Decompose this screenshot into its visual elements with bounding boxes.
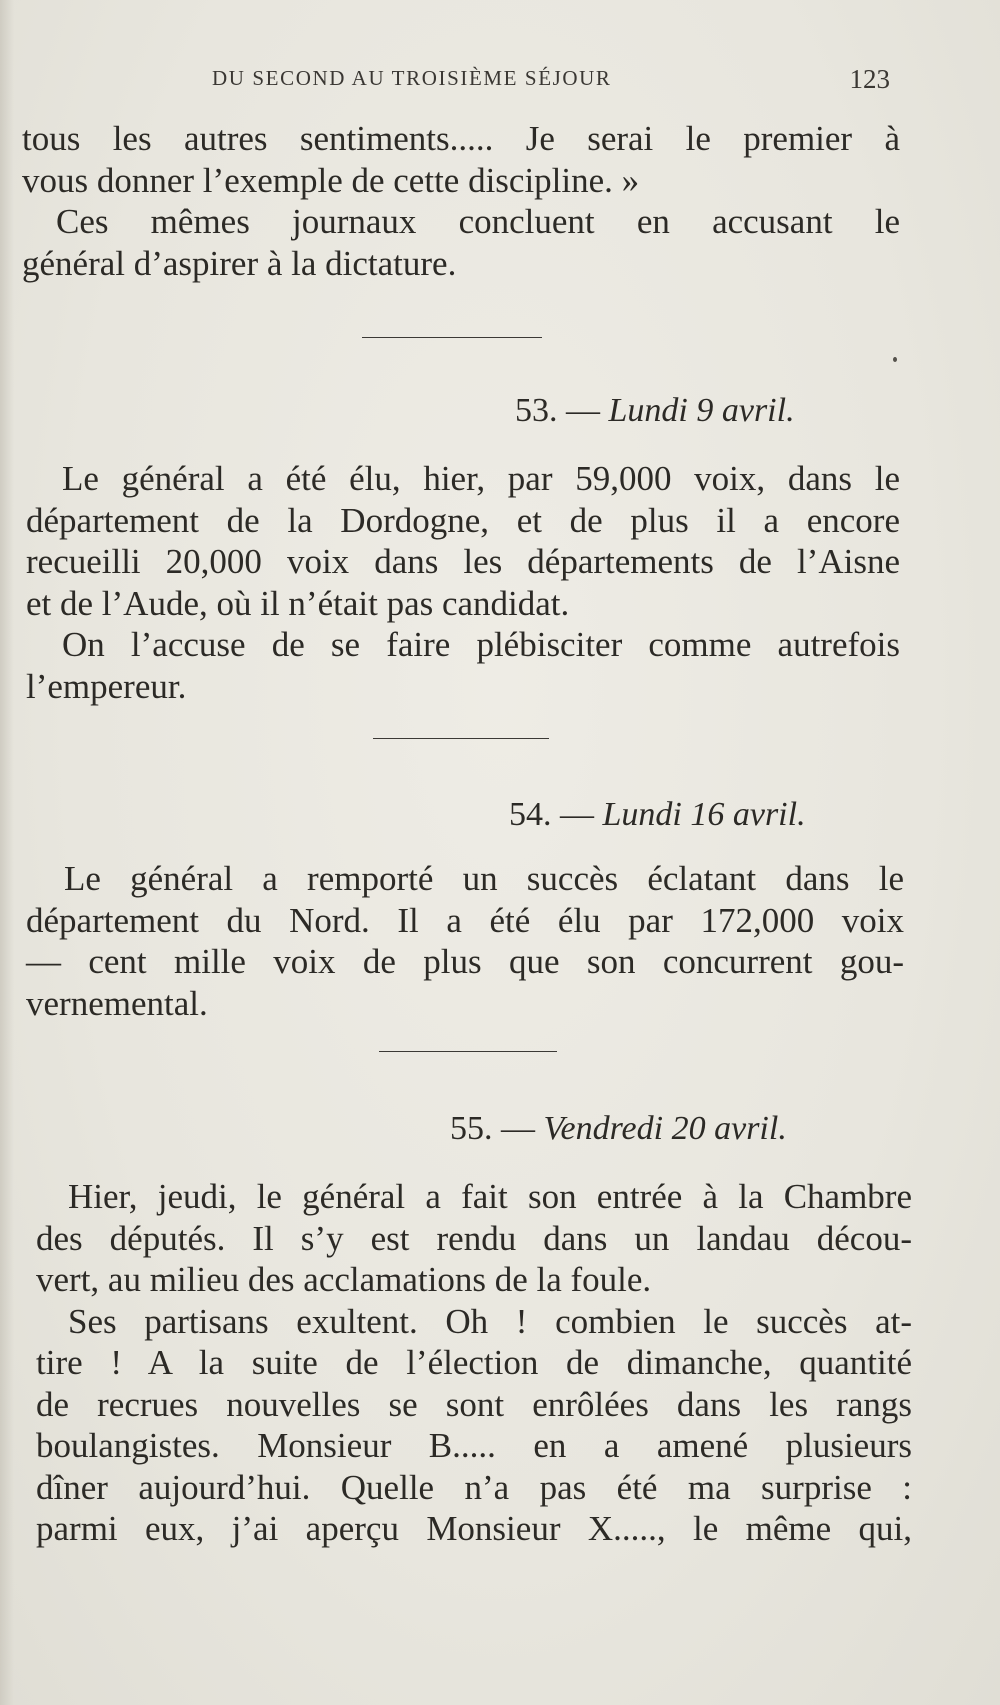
text-line: recueilli 20,000 voix dans les départements de l’Aisne (26, 542, 900, 581)
text-line: département de la Dordogne, et de plus il a encore (26, 500, 900, 540)
entry-date: Lundi 16 avril. (602, 796, 806, 833)
entry-date: Lundi 9 avril. (608, 392, 795, 429)
paper-speck (893, 357, 897, 362)
running-head (22, 62, 900, 102)
text-line: de recrues nouvelles se sont enrôlées dans les rangs (36, 1384, 912, 1424)
text-line: Le général a été élu, hier, par 59,000 voix, dans le (62, 459, 900, 498)
text-line: Le général a remporté un succès éclatant dans le (64, 859, 904, 898)
text-line: Ces mêmes journaux concluent en accusant le (56, 202, 900, 241)
text-line: l’empereur. (26, 666, 187, 706)
entry-date: Vendredi 20 avril. (543, 1110, 787, 1147)
text-line: tire ! A la suite de l’élection de dimanche, quantité (36, 1343, 912, 1382)
text-line: vernemental. (26, 983, 208, 1023)
text-line: dîner aujourd’hui. Quelle n’a pas été ma surprise : (36, 1467, 912, 1507)
text-line: des députés. Il s’y est rendu dans un landau décou- (36, 1218, 912, 1258)
paragraph-block-53 (26, 458, 900, 707)
text-line: vous donner l’exemple de cette discipline. » (22, 160, 640, 200)
text-line: tous les autres sentiments..... Je serai le premier à (22, 119, 900, 158)
entry-heading-53 (515, 392, 795, 430)
gutter-shadow (0, 0, 14, 1705)
paragraph-block-54 (26, 858, 904, 1024)
entry-number: 53. — (515, 392, 600, 429)
entry-number: 55. — (450, 1110, 535, 1147)
section-rule (362, 337, 542, 338)
entry-number: 54. — (509, 796, 594, 833)
running-head-title: DU SECOND AU TROISIÈME SÉJOUR (212, 66, 612, 90)
section-rule (379, 1051, 557, 1052)
text-line: et de l’Aude, où il n’était pas candidat. (26, 583, 570, 623)
text-line: parmi eux, j’ai aperçu Monsieur X....., le même qui, (36, 1509, 912, 1548)
text-line: boulangistes. Monsieur B..... en a amené plusieurs (36, 1426, 912, 1465)
entry-heading-54 (509, 796, 806, 834)
entry-heading-55 (450, 1110, 787, 1148)
paragraph-block-55 (36, 1176, 912, 1550)
text-line: Hier, jeudi, le général a fait son entrée à la Chambre (68, 1177, 912, 1216)
text-line: général d’aspirer à la dictature. (22, 243, 457, 283)
text-line: département du Nord. Il a été élu par 172,000 voix (26, 900, 904, 940)
paragraph-block-1 (22, 118, 900, 284)
text-line: On l’accuse de se faire plébisciter comme autrefois (62, 625, 900, 664)
section-rule (373, 738, 549, 739)
page-number: 123 (849, 64, 890, 94)
text-line: Ses partisans exultent. Oh ! combien le succès at- (68, 1301, 912, 1341)
text-line: vert, au milieu des acclamations de la foule. (36, 1260, 652, 1299)
text-line: — cent mille voix de plus que son concurrent gou- (26, 942, 904, 981)
